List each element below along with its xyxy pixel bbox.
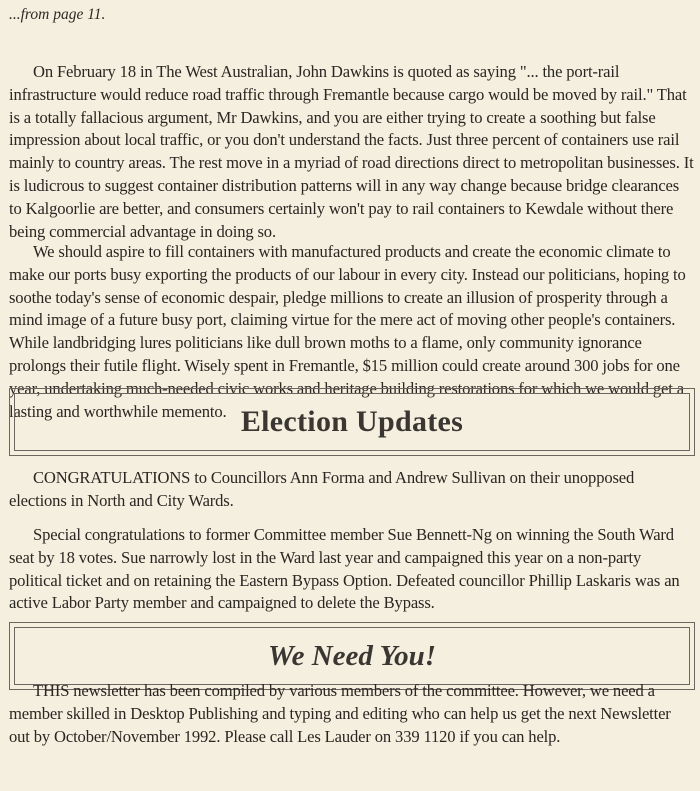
- article-paragraph: On February 18 in The West Australian, John Dawkins is quoted as saying "... the port-rail infrastructure would reduce road traffic through Fremantle because cargo would be moved by rail." That is a totally fallacious argument, Mr Dawkins, and you are either trying to create a soothing but false impression about local traffic, or you don't understand the facts. Just three percent of containers use rail mainly to country areas. The rest move in a myriad of road directions direct to metropolitan businesses. It is ludicrous to suggest container distribution patterns will in any way change because bridge clearances to Kalgoorlie are better, and consumers certainly won't pay to rail containers to Kewdale without there being commercial advantage in doing so.: [9, 62, 694, 241]
- heading-inner-frame: [14, 627, 690, 685]
- we-need-you-paragraph: THIS newsletter has been compiled by various members of the committee. However, we need a member skilled in Desktop Publishing and typing and editing who can help us get the next Newsletter out by October/November 1992. Please call Les Lauder on 339 1120 if you can help.: [9, 681, 671, 746]
- election-paragraph: CONGRATULATIONS to Councillors Ann Forma and Andrew Sullivan on their unopposed elections in North and City Wards.: [9, 468, 635, 510]
- election-updates-heading-box: [9, 388, 695, 456]
- election-paragraph: Special congratulations to former Committee member Sue Bennett-Ng on winning the South Ward seat by 18 votes. Sue narrowly lost in the Ward last year and campaigned this year on a non-party political ticket and on retaining the Eastern Bypass Option. Defeated councillor Phillip Laskaris was an active Labor Party member and campaigned to delete the Bypass.: [9, 525, 680, 613]
- article-paragraph: We should aspire to fill containers with manufactured products and create the economic climate to make our ports busy exporting the products of our labour in every city. Instead our politicians, hoping to soothe today's sense of economic despair, pledge millions to create an illusion of prosperity through a mind image of a future busy port, claiming virtue for the mere act of moving other people's containers. While landbridging lures politicians like dull brown moths to a flame, only community ignorance prolongs their futile flight. Wisely spent in Fremantle, $15 million could create around 300 jobs for one year, undertaking much-needed civic works and heritage building restorations for which we would get a lasting and worthwhile memento.: [9, 242, 686, 421]
- we-need-you-heading: We Need You!: [267, 639, 437, 672]
- election-updates-heading: Election Updates: [240, 405, 464, 438]
- continuation-note: ...from page 11.: [9, 6, 106, 23]
- heading-inner-frame: [14, 393, 690, 451]
